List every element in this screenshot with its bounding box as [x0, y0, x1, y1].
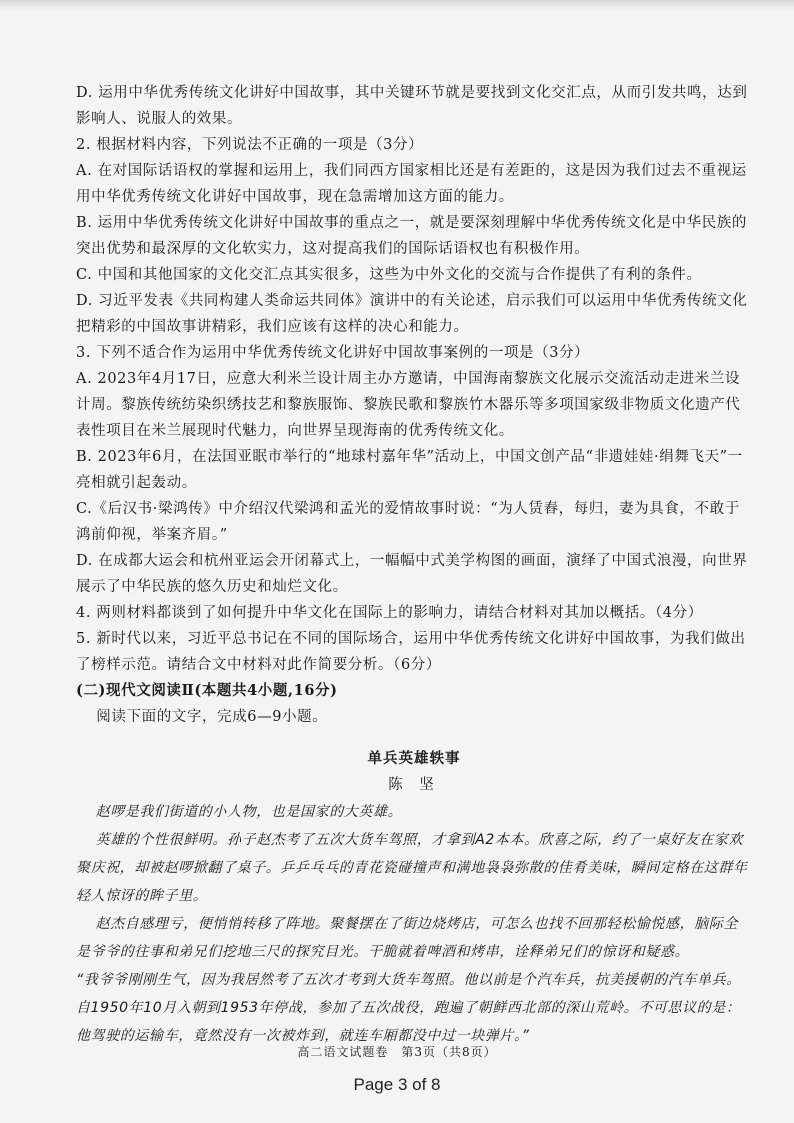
article-author: 陈 坚 [388, 777, 440, 793]
article-paragraph: 赵杰自感理亏，便悄悄转移了阵地。聚餐摆在了街边烧烤店，可怎么也找不回那轻松愉悦感，脑际全是爷爷的往事和弟兄们挖地三尺的探究目光。干脆就着啤酒和烤串，诠释弟兄们的惊讶和疑惑。 [76, 916, 738, 960]
q2-option-a: A. 在对国际话语权的掌握和运用上，我们同西方国家相比还是有差距的，这是因为我们过去不重视运用中华优秀传统文化讲好中国故事，现在急需增加这方面的能力。 [76, 163, 747, 205]
article-paragraph: 赵啰是我们街道的小人物，也是国家的大英雄。 [95, 804, 403, 820]
q3-option-d: D. 在成都大运会和杭州亚运会开闭幕式上，一幅幅中式美学构图的画面，演绎了中国式浪漫，向世界展示了中华民族的悠久历史和灿烂文化。 [76, 553, 748, 595]
q2-stem: 2. 根据材料内容，下列说法不正确的一项是（3分） [76, 137, 424, 153]
q3-option-c: C.《后汉书·梁鸿传》中介绍汉代梁鸿和孟光的爱情故事时说：“为人赁舂，每归，妻为具食，不敢于鸿前仰视，举案齐眉。” [76, 501, 740, 543]
article-body [76, 798, 752, 1050]
exam-content [76, 80, 752, 1050]
article-paragraph: “我爷爷刚刚生气，因为我居然考了五次才考到大货车驾照。他以前是个汽车兵，抗美援朝的汽车单兵。自1950年10月入朝到1953年停战，参加了五次战役，跑遍了朝鲜西北部的深山荒岭。不可思议的是：他驾驶的运输车，竟然没有一次被炸到，就连车厢都没中过一块弹片。” [76, 972, 741, 1044]
q3-option-b: B. 2023年6月，在法国亚眠市举行的“地球村嘉年华”活动上，中国文创产品“非遗娃娃·绢舞飞天”一亮相就引起轰动。 [76, 449, 743, 491]
page-number-label: Page 3 of 8 [353, 1075, 441, 1094]
page-footer: 高二语文试题卷 第3页（共8页） [297, 1045, 497, 1059]
article-title: 单兵英雄轶事 [367, 750, 461, 767]
q2-option-d: D. 习近平发表《共同构建人类命运共同体》演讲中的有关论述，启示我们可以运用中华优秀传统文化把精彩的中国故事讲精彩，我们应该有这样的决心和能力。 [76, 293, 748, 335]
scan-top-edge [0, 0, 794, 10]
section-heading: (二)现代文阅读Ⅱ(本题共4小题,16分) [76, 682, 338, 699]
q5: 5. 新时代以来，习近平总书记在不同的国际场合，运用中华优秀传统文化讲好中国故事，为我们做出了榜样示范。请结合文中材料对此作简要分析。（6分） [76, 631, 746, 673]
article-paragraph: 英雄的个性很鲜明。孙子赵杰考了五次大货车驾照，才拿到A2本本。欣喜之际，约了一桌好友在家欢聚庆祝，却被赵啰掀翻了桌子。乒乒乓乓的青花瓷碰撞声和满地袅袅弥散的佳肴美味，瞬间定格在这群年轻人惊讶的眸子里。 [76, 832, 748, 904]
q3-stem: 3. 下列不适合作为运用中华优秀传统文化讲好中国故事案例的一项是（3分） [76, 345, 590, 361]
q3-option-a: A. 2023年4月17日，应意大利米兰设计周主办方邀请，中国海南黎族文化展示交流活动走进米兰设计周。黎族传统纺染织绣技艺和黎族服饰、黎族民歌和黎族竹木器乐等多项国家级非物质文化遗产代表性项目在米兰展现时代魅力，向世界呈现海南的优秀传统文化。 [76, 371, 741, 439]
q2-option-b: B. 运用中华优秀传统文化讲好中国故事的重点之一，就是要深刻理解中华优秀传统文化是中华民族的突出优势和最深厚的文化软实力，这对提高我们的国际话语权也有积极作用。 [76, 215, 747, 257]
q2-option-c: C. 中国和其他国家的文化交汇点其实很多，这些为中外文化的交流与合作提供了有利的条件。 [76, 267, 702, 283]
reading-instruction: 阅读下面的文字，完成6—9小题。 [96, 709, 328, 725]
q1-option-d: D. 运用中华优秀传统文化讲好中国故事，其中关键环节就是要找到文化交汇点，从而引发共鸣，达到影响人、说服人的效果。 [76, 85, 748, 127]
q4: 4. 两则材料都谈到了如何提升中华文化在国际上的影响力，请结合材料对其加以概括。（4分） [76, 605, 703, 621]
